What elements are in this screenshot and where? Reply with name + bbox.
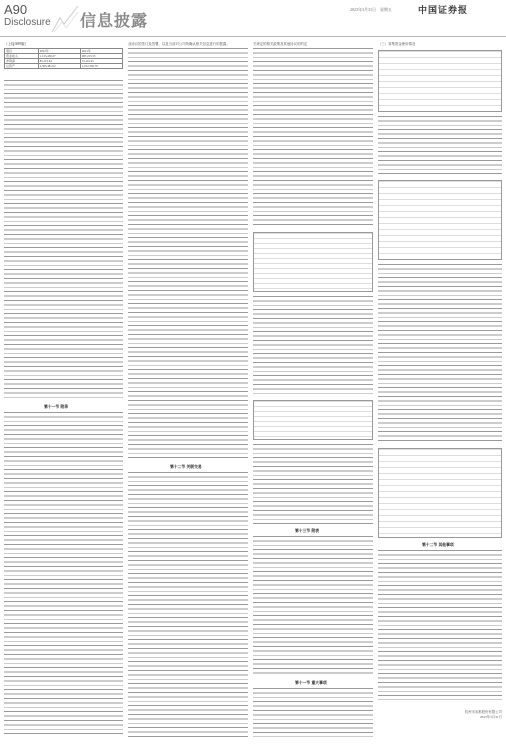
body-text-block bbox=[253, 296, 373, 396]
data-table bbox=[378, 180, 502, 260]
body-text-block bbox=[4, 80, 123, 400]
signature-date: 2023年3月31日 bbox=[479, 714, 502, 719]
table-row: 营业收入 1,125,436.27 987,215.53 bbox=[5, 54, 123, 59]
paper-logo: 中国证券报 bbox=[418, 6, 469, 16]
page-number: A90 bbox=[4, 2, 28, 17]
table-row: 净利润 85,213.64 72,110.45 bbox=[5, 59, 123, 64]
body-text-block bbox=[253, 444, 373, 524]
section-english: Disclosure bbox=[4, 17, 51, 28]
section-heading: 第十二节 其他事项 bbox=[422, 542, 454, 547]
section-title: 信息披露 bbox=[80, 11, 149, 30]
data-table bbox=[378, 50, 502, 112]
column-3 bbox=[253, 40, 373, 740]
data-table bbox=[378, 448, 502, 538]
header-rule bbox=[0, 36, 506, 37]
body-text-block bbox=[378, 116, 502, 176]
company-name: 杭州市宋都股份有限公司 bbox=[464, 710, 502, 714]
column-2 bbox=[128, 40, 248, 740]
data-table bbox=[253, 400, 373, 440]
body-text-block bbox=[378, 264, 502, 444]
data-table bbox=[253, 232, 373, 292]
issue-date: 2023年3月31日 bbox=[350, 7, 376, 12]
header-swoosh-icon bbox=[50, 4, 80, 34]
table-row: 项目 2022年 2021年 bbox=[5, 49, 123, 54]
body-text-block bbox=[253, 48, 373, 228]
page-header bbox=[0, 0, 506, 40]
section-heading: 第十一节 重大事项 bbox=[295, 680, 327, 685]
column-1 bbox=[4, 40, 123, 740]
body-text-block bbox=[253, 536, 373, 676]
column-1-lead: （上接A89版） bbox=[4, 42, 29, 46]
column-2-lead: 业协议的签订及签署，以及当前对公司所确认相关信息进行的披露。 bbox=[128, 42, 230, 46]
body-text-block bbox=[128, 48, 248, 460]
table-row: 总资产 2,365,481.02 2,102,336.78 bbox=[5, 64, 123, 69]
body-text-block bbox=[378, 550, 502, 700]
section-heading: 第十一节 附录 bbox=[44, 404, 69, 409]
body-text-block bbox=[128, 472, 248, 737]
column-3-lead: 关规定的相关政策及其他协议的约定 bbox=[253, 42, 308, 46]
column-4-lead: （三）募集资金使用情况 bbox=[378, 42, 416, 46]
body-text-block bbox=[253, 688, 373, 737]
issue-weekday: 星期五 bbox=[380, 7, 392, 12]
column-4 bbox=[378, 40, 502, 740]
section-heading: 第十三节 附表 bbox=[295, 528, 320, 533]
signature-block bbox=[378, 710, 502, 719]
section-heading: 第十二节 关联交易 bbox=[170, 464, 202, 469]
body-text-block bbox=[4, 412, 123, 737]
financial-table bbox=[4, 48, 123, 69]
